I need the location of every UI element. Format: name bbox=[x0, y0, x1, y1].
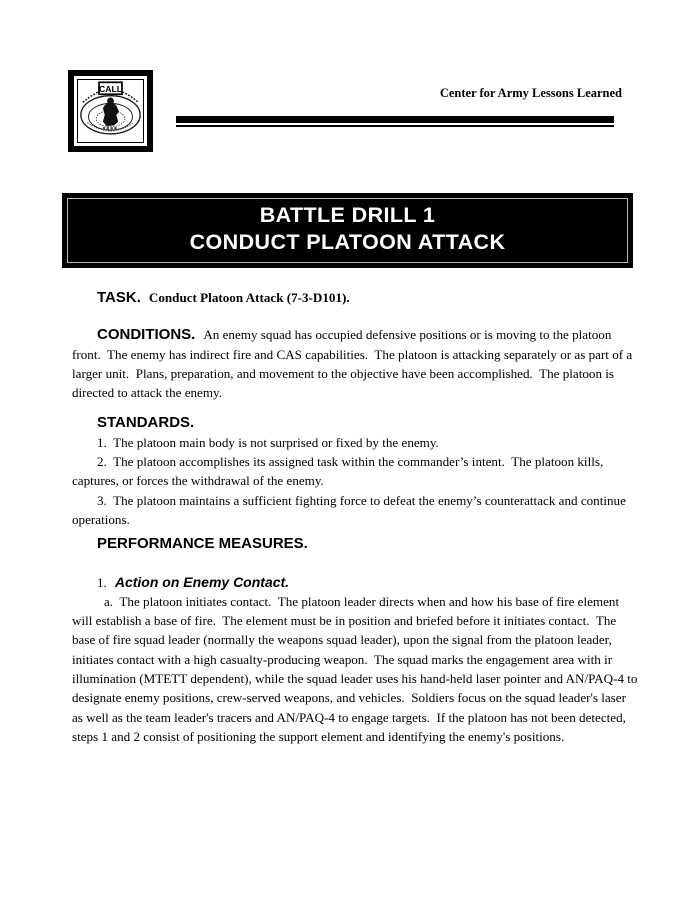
header-rule-thin bbox=[176, 125, 614, 127]
performance-measures-heading: PERFORMANCE MEASURES. bbox=[97, 535, 308, 553]
org-name: Center for Army Lessons Learned bbox=[439, 86, 622, 100]
task-text: Conduct Platoon Attack (7-3-D101). bbox=[148, 290, 350, 305]
banner-line1: BATTLE DRILL 1 bbox=[259, 203, 436, 227]
standards-item-1: 1. The platoon main body is not surprised or fixed by the enemy. bbox=[97, 434, 439, 450]
standards-item-2: 2. The platoon accomplishes its assigned task within the commander’s intent. The platoon kills, captures, or forces the withdrawal of the enemy. bbox=[72, 454, 607, 489]
conditions-label: CONDITIONS. bbox=[97, 326, 196, 344]
measure-1-number: 1. bbox=[97, 574, 107, 590]
title-banner bbox=[62, 193, 633, 268]
task-line bbox=[72, 288, 638, 307]
header-rule bbox=[176, 116, 614, 127]
standards-item-3: 3. The platoon maintains a sufficient fighting force to defeat the enemy’s counterattack and continue operations. bbox=[72, 492, 630, 527]
call-logo-panel bbox=[77, 79, 144, 143]
measure-1-title: Action on Enemy Contact. bbox=[114, 573, 290, 590]
call-logo-text: CALL bbox=[99, 83, 122, 94]
conditions-paragraph bbox=[72, 325, 638, 402]
measure-1-paragraph-a: a. The platoon initiates contact. The platoon leader directs when and how his base of fire element will establish a base of fire. The element must be in position and briefed before it initiates contact. The base of fire squad leader (normally the weapons squad leader), upon the signal from the platoon leader, initiates contact with a high casualty-producing weapon. The squad marks the engagement area with ir illumination (MTETT dependent), while the squad leader uses his hand-held laser pointer and AN/PAQ-4 to designate enemy positions, crew-served weapons, and vehicles. Soldiers focus on the squad leader's laser as well as the team leader's tracers and AN/PAQ-4 to engage targets. If the platoon has not been detected, steps 1 and 2 consist of positioning the support element and identifying the enemy's positions. bbox=[72, 593, 641, 744]
document-body bbox=[72, 288, 641, 746]
conditions-text: An enemy squad has occupied defensive positions or is moving to the platoon front. The enemy has indirect fire and CAS capabilities. The platoon is attacking separately or as part of a larger unit. Plans, preparation, and movement to the objective have been accomplished. The platoon is directed to attack the enemy. bbox=[72, 327, 636, 401]
task-label: TASK. bbox=[97, 289, 141, 306]
call-emblem-icon bbox=[78, 80, 143, 142]
standards-heading: STANDARDS. bbox=[97, 414, 195, 432]
header-rule-thick bbox=[176, 116, 614, 123]
banner-line2: CONDUCT PLATOON ATTACK bbox=[189, 230, 506, 254]
measure-1-title-line bbox=[72, 573, 638, 592]
call-logo bbox=[68, 70, 153, 152]
title-banner-text bbox=[62, 193, 633, 256]
